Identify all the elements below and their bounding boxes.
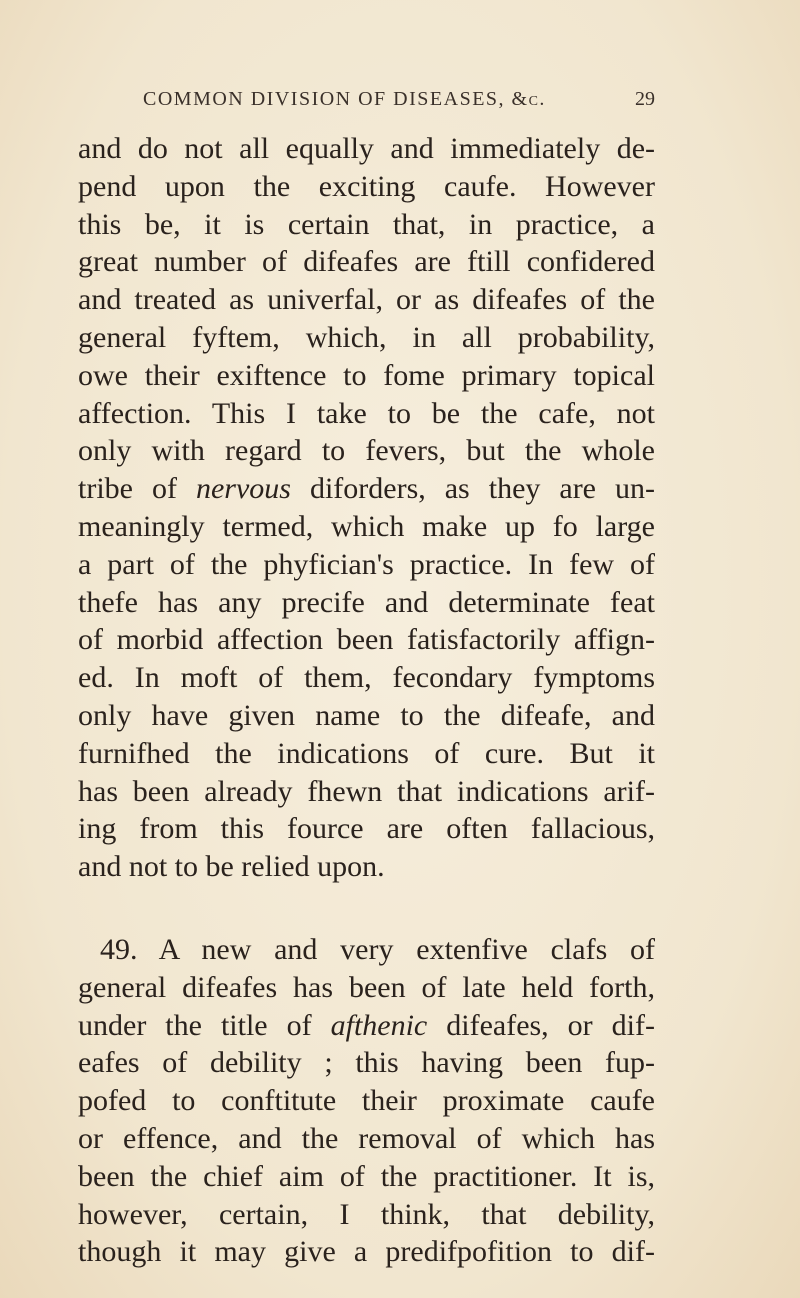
text-line: only with regard to fevers, but the whole <box>78 434 655 468</box>
text-line: of morbid affection been fatisfactorily affign- <box>78 623 655 657</box>
paragraph-1 <box>78 130 655 886</box>
text-line: furnifhed the indications of cure. But it <box>78 736 655 770</box>
italic-term-nervous: nervous <box>195 472 291 506</box>
text-run: difeafes, or dif- <box>427 1008 655 1042</box>
text-line: and not to be relied upon. <box>78 850 385 884</box>
text-line: eafes of debility ; this having been fup- <box>78 1046 655 1080</box>
text-run: tribe of <box>78 472 196 506</box>
text-line: meaningly termed, which make up fo large <box>78 509 655 543</box>
running-head <box>143 88 655 118</box>
text-line: has been already fhewn that indications arif- <box>78 774 655 808</box>
text-line: a part of the phyfician's practice. In few of <box>78 547 655 581</box>
text-line: pend upon the exciting caufe. However <box>78 169 655 203</box>
text-line: and do not all equally and immediately de- <box>78 132 655 165</box>
text-line: owe their exiftence to fome primary topical <box>78 358 655 392</box>
text-line: though it may give a predifpofition to dif- <box>78 1235 655 1269</box>
paragraph-gap <box>78 886 655 931</box>
text-line: general fyftem, which, in all probability, <box>78 320 655 354</box>
text-line-section-49: 49. A new and very extenfive clafs of <box>100 932 655 966</box>
body-text <box>78 130 655 1271</box>
text-line: only have given name to the difeafe, and <box>78 698 655 732</box>
text-line: ed. In moft of them, fecondary fymptoms <box>78 661 655 695</box>
text-run: diforders, as they are un- <box>290 472 655 506</box>
text-line: or effence, and the removal of which has <box>78 1121 655 1155</box>
text-line-with-italic <box>78 1007 655 1045</box>
text-line: however, certain, I think, that debility, <box>78 1197 655 1231</box>
text-line: and treated as univerfal, or as difeafes of the <box>78 283 655 317</box>
text-line: ing from this fource are often fallacious, <box>78 812 655 846</box>
text-run: under the title of <box>78 1008 331 1042</box>
running-title: COMMON DIVISION OF DISEASES, &c. <box>143 88 546 110</box>
text-line: pofed to conftitute their proximate caufe <box>78 1084 655 1118</box>
text-line: general difeafes has been of late held forth, <box>78 970 655 1004</box>
text-line: affection. This I take to be the cafe, not <box>78 396 655 430</box>
text-line: this be, it is certain that, in practice, a <box>78 207 655 241</box>
text-line: thefe has any precife and determinate feat <box>78 585 655 619</box>
text-line: great number of difeafes are ftill confidered <box>78 245 655 279</box>
paragraph-2 <box>78 931 655 1271</box>
page-number: 29 <box>635 88 655 110</box>
text-line: been the chief aim of the practitioner. It is, <box>78 1159 655 1193</box>
text-line-with-italic <box>78 470 655 508</box>
italic-term-afthenic: afthenic <box>330 1008 428 1042</box>
